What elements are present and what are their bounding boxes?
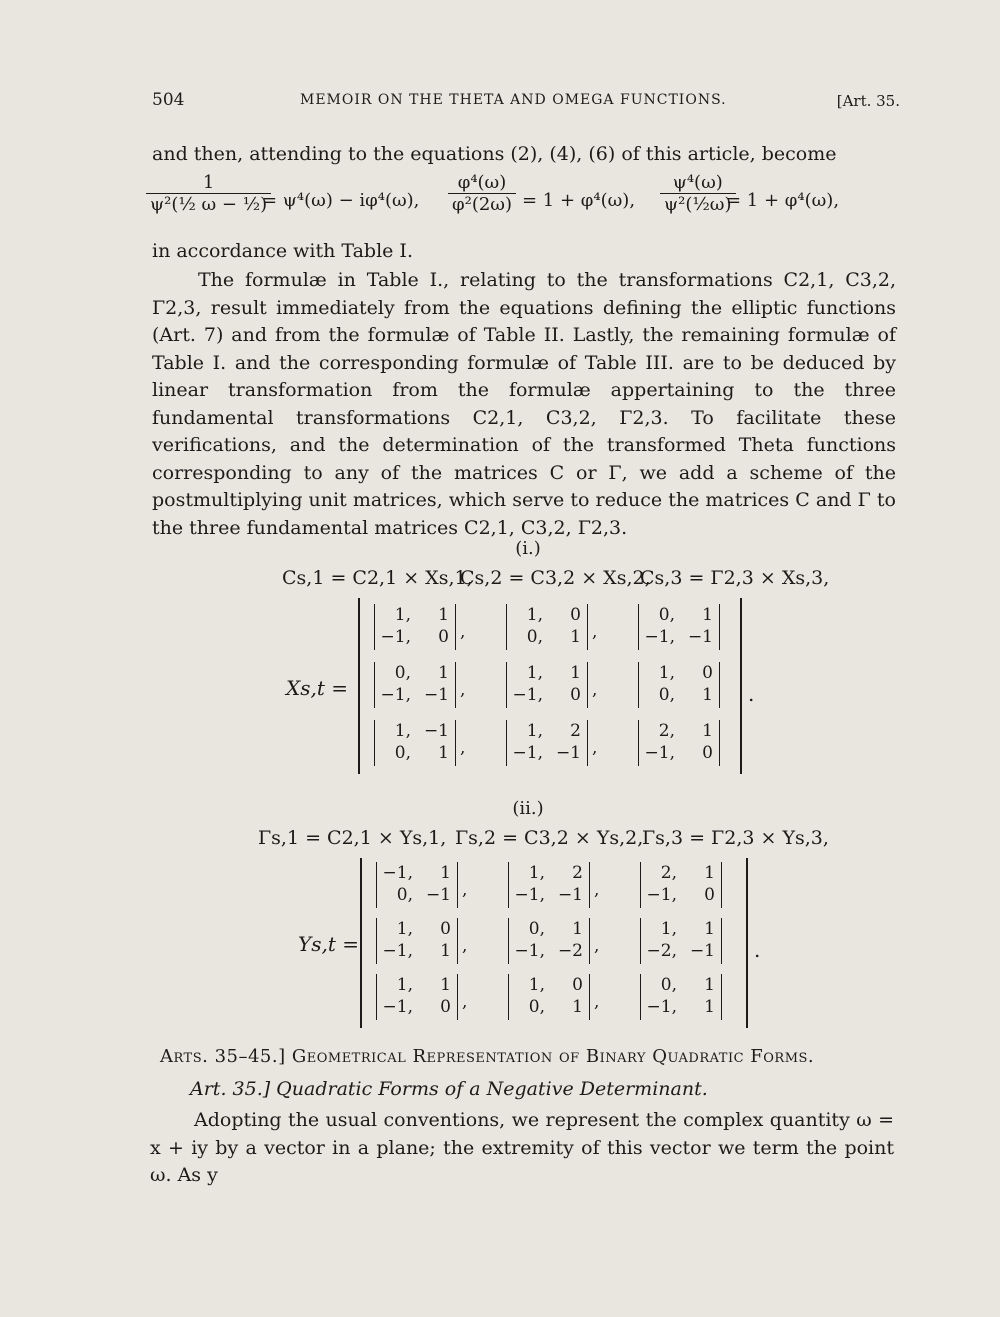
scheme-i-matrix-entry: 0, (658, 685, 675, 705)
scheme-i-matrix-entry: −1, (380, 685, 411, 705)
scheme-ii-matrix-separator: , (462, 992, 468, 1012)
scheme-ii-matrix-entry: −1, (646, 997, 677, 1017)
scheme-ii-matrix-2-2 (508, 918, 590, 964)
scheme-i-matrix-entry: −1 (555, 743, 581, 763)
scheme-ii-matrix-entry: 2, (660, 863, 677, 883)
scheme-i-matrix-separator: , (460, 680, 466, 700)
section-heading: Arts. 35–45.] Geometrical Representation of Binary Quadratic Forms. (160, 1046, 815, 1067)
scheme-ii-matrix-separator: , (462, 936, 468, 956)
scheme-ii-matrix-entry: 1 (704, 919, 715, 939)
scheme-i-matrix-entry: 2 (570, 721, 581, 741)
equation-3-rhs: = 1 + φ⁴(ω), (726, 190, 840, 211)
equation-2-denominator: φ²(2ω) (448, 193, 516, 215)
scheme-i-matrix-entry: 0 (570, 605, 581, 625)
equation-2-numerator: φ⁴(ω) (457, 172, 507, 193)
scheme-i-definition-3: Cs,3 = Γ2,3 × Xs,3, (640, 567, 830, 589)
scheme-i-matrix-1-3 (638, 604, 720, 650)
scheme-i-definition-1: Cs,1 = C2,1 × Xs,1, (282, 567, 473, 589)
scheme-i-matrix-entry: 1 (702, 721, 713, 741)
equation-2-rhs: = 1 + φ⁴(ω), (522, 190, 636, 211)
scheme-i-matrix-entry: −1, (512, 685, 543, 705)
scheme-i-matrix-entry: −1 (423, 685, 449, 705)
scheme-ii-matrix-entry: −1, (382, 863, 413, 883)
scheme-i-matrix-entry: 0 (702, 743, 713, 763)
scheme-i-matrix-entry: 0, (658, 605, 675, 625)
equation-1-fraction (146, 172, 271, 215)
scheme-ii-matrix-3-1 (376, 974, 458, 1020)
article-marker: [Art. 35. (836, 92, 900, 110)
scheme-i-matrix-entry: 1 (702, 685, 713, 705)
scheme-ii-matrix-1-3 (640, 862, 722, 908)
equation-1-rhs: = ψ⁴(ω) − iφ⁴(ω), (262, 190, 420, 211)
scheme-ii-matrix-entry: 0 (440, 919, 451, 939)
scheme-i-label: (i.) (515, 538, 541, 559)
scheme-i-period: . (748, 682, 755, 706)
scheme-ii-matrix-entry: 1, (396, 919, 413, 939)
scheme-i-matrix-entry: 1 (702, 605, 713, 625)
scheme-ii-matrix-entry: 1, (528, 863, 545, 883)
equation-1-denominator: ψ²(½ ω − ½) (146, 193, 271, 215)
equation-3-denominator: ψ²(½ω) (660, 193, 736, 215)
scheme-ii-matrix-entry: 1 (440, 975, 451, 995)
scheme-ii-matrix-separator: , (462, 880, 468, 900)
scheme-ii-matrix-entry: 1 (572, 997, 583, 1017)
scheme-ii-matrix-entry: −1, (514, 885, 545, 905)
accordance-line: in accordance with Table I. (152, 240, 413, 262)
scheme-i-matrix-separator: , (592, 622, 598, 642)
scheme-i-matrix-3-1 (374, 720, 456, 766)
scheme-i-matrix-entry: 1 (438, 663, 449, 683)
scheme-i-matrix-entry: 1, (526, 663, 543, 683)
scheme-ii-matrix-entry: −1, (382, 941, 413, 961)
scheme-i-left-bar (358, 598, 360, 774)
scheme-i-matrix-separator: , (592, 680, 598, 700)
scheme-ii-matrix-entry: −1, (514, 941, 545, 961)
scheme-i-matrix-3-3 (638, 720, 720, 766)
scheme-ii-definition-3: Γs,3 = Γ2,3 × Ys,3, (642, 827, 829, 849)
scheme-i-matrix-2-3 (638, 662, 720, 708)
scheme-ii-label: (ii.) (512, 798, 544, 819)
scheme-ii-definition-1: Γs,1 = C2,1 × Ys,1, (258, 827, 447, 849)
scheme-i-matrix-entry: 1, (526, 721, 543, 741)
equation-1-numerator: 1 (202, 172, 215, 193)
scheme-ii-matrix-entry: 1 (440, 941, 451, 961)
scheme-i-matrix-entry: 1 (570, 627, 581, 647)
scheme-ii-matrix-separator: , (594, 992, 600, 1012)
equation-3-numerator: ψ⁴(ω) (672, 172, 723, 193)
scheme-ii-matrix-entry: 0, (660, 975, 677, 995)
scheme-ii-matrix-entry: 0 (440, 997, 451, 1017)
equation-row (152, 172, 896, 232)
scheme-ii-matrix-entry: 1 (572, 919, 583, 939)
scheme-i-matrix-entry: −1, (644, 627, 675, 647)
scheme-ii-matrix-entry: −1 (557, 885, 583, 905)
scheme-i-matrix-entry: −1, (380, 627, 411, 647)
scheme-ii-matrix-entry: 1, (396, 975, 413, 995)
paragraph-transformations: The formulæ in Table I., relating to the transformations C2,1, C3,2, Γ2,3, result immediately from the equations defining the elliptic functions (Art. 7) and from the formulæ of Table II. Lastly, the remaining formulæ of Table I. and the corresponding formulæ of Table III. are to be deduced by linear transformation from the formulæ appertaining to the three fundamental transformations C2,1, C3,2, Γ2,3. To facilitate these verifications, and the determination of the transformed Theta functions corresponding to any of the matrices C or Γ, we add a scheme of the postmultiplying unit matrices, which serve to reduce the matrices C and Γ to the three fundamental matrices C2,1, C3,2, Γ2,3. (152, 269, 896, 539)
equation-3-fraction (660, 172, 736, 215)
scheme-ii-left-bar (360, 858, 362, 1028)
scheme-ii-matrix-3-3 (640, 974, 722, 1020)
scheme-i-matrix-label: Xs,t = (286, 676, 349, 700)
running-title: MEMOIR ON THE THETA AND OMEGA FUNCTIONS. (300, 92, 727, 108)
scheme-ii-matrix-entry: −2 (557, 941, 583, 961)
scheme-i-matrix-entry: 0, (394, 663, 411, 683)
scheme-i-matrix-2-2 (506, 662, 588, 708)
scheme-ii-matrix-entry: 0, (528, 919, 545, 939)
scheme-i-matrix-entry: 1 (570, 663, 581, 683)
scheme-ii-matrix-entry: −1 (425, 885, 451, 905)
scheme-i-matrix-separator: , (592, 738, 598, 758)
scheme-ii-definition-2: Γs,2 = C3,2 × Ys,2, (455, 827, 644, 849)
scheme-i-definition-2: Cs,2 = C3,2 × Xs,2, (460, 567, 651, 589)
scheme-i-matrix-1-1 (374, 604, 456, 650)
scheme-i-matrix-separator: , (460, 622, 466, 642)
scheme-ii-matrix-entry: 1 (440, 863, 451, 883)
scheme-i-matrix-entry: 1 (438, 743, 449, 763)
scheme-ii-matrix-entry: 0, (396, 885, 413, 905)
scheme-ii-matrix-entry: 2 (572, 863, 583, 883)
scheme-ii-matrix-entry: −1 (689, 941, 715, 961)
scheme-i-matrix-entry: 0 (438, 627, 449, 647)
scheme-ii-matrix-entry: 1, (528, 975, 545, 995)
intro-line: and then, attending to the equations (2), (4), (6) of this article, become (152, 143, 837, 165)
scheme-i-matrix-entry: 1, (526, 605, 543, 625)
scheme-i-right-bar (740, 598, 742, 774)
scheme-ii-matrix-entry: 1, (660, 919, 677, 939)
scheme-i-matrix-entry: 2, (658, 721, 675, 741)
scheme-i-matrix-2-1 (374, 662, 456, 708)
scheme-ii-matrix-entry: 0, (528, 997, 545, 1017)
scheme-i-matrix-entry: −1 (687, 627, 713, 647)
scheme-ii-matrix-1-1 (376, 862, 458, 908)
scheme-ii-matrix-separator: , (594, 880, 600, 900)
scheme-ii-matrix-2-1 (376, 918, 458, 964)
scheme-ii-matrix-entry: 1 (704, 975, 715, 995)
page-number: 504 (152, 90, 185, 110)
scheme-ii-matrix-separator: , (594, 936, 600, 956)
scheme-ii-matrix-entry: −1, (382, 997, 413, 1017)
scheme-i-matrix-3-2 (506, 720, 588, 766)
scheme-i-matrix-entry: 1 (438, 605, 449, 625)
scheme-ii-matrix-entry: 1 (704, 863, 715, 883)
scheme-i-matrix-entry: 0, (394, 743, 411, 763)
scheme-i-matrix-entry: −1, (644, 743, 675, 763)
scheme-ii-period: . (754, 938, 761, 962)
scheme-i-matrix-entry: −1 (423, 721, 449, 741)
scheme-ii-matrix-entry: −2, (646, 941, 677, 961)
scheme-ii-matrix-entry: 0 (572, 975, 583, 995)
scheme-i-matrix-entry: −1, (512, 743, 543, 763)
article-heading: Art. 35.] Quadratic Forms of a Negative Determinant. (190, 1078, 708, 1100)
scheme-ii-matrix-3-2 (508, 974, 590, 1020)
running-header (152, 90, 900, 120)
scheme-ii-matrix-1-2 (508, 862, 590, 908)
scheme-i-matrix-entry: 1, (394, 605, 411, 625)
scheme-i-matrix-1-2 (506, 604, 588, 650)
scheme-i-matrix-entry: 0 (702, 663, 713, 683)
scheme-i-matrix-entry: 1, (394, 721, 411, 741)
scheme-i-matrix-entry: 1, (658, 663, 675, 683)
final-paragraph: Adopting the usual conventions, we represent the complex quantity ω = x + iy by a vector in a plane; the extremity of this vector we term the point ω. As y (150, 1109, 894, 1186)
scheme-ii-matrix-entry: 0 (704, 885, 715, 905)
scheme-ii-matrix-label: Ys,t = (298, 932, 359, 956)
scheme-ii-matrix-entry: −1, (646, 885, 677, 905)
equation-2-fraction (448, 172, 516, 215)
scheme-i-matrix-entry: 0 (570, 685, 581, 705)
scheme-ii-right-bar (746, 858, 748, 1028)
scheme-ii-matrix-entry: 1 (704, 997, 715, 1017)
scheme-i-matrix-entry: 0, (526, 627, 543, 647)
scheme-ii-matrix-2-3 (640, 918, 722, 964)
scheme-i-matrix-separator: , (460, 738, 466, 758)
